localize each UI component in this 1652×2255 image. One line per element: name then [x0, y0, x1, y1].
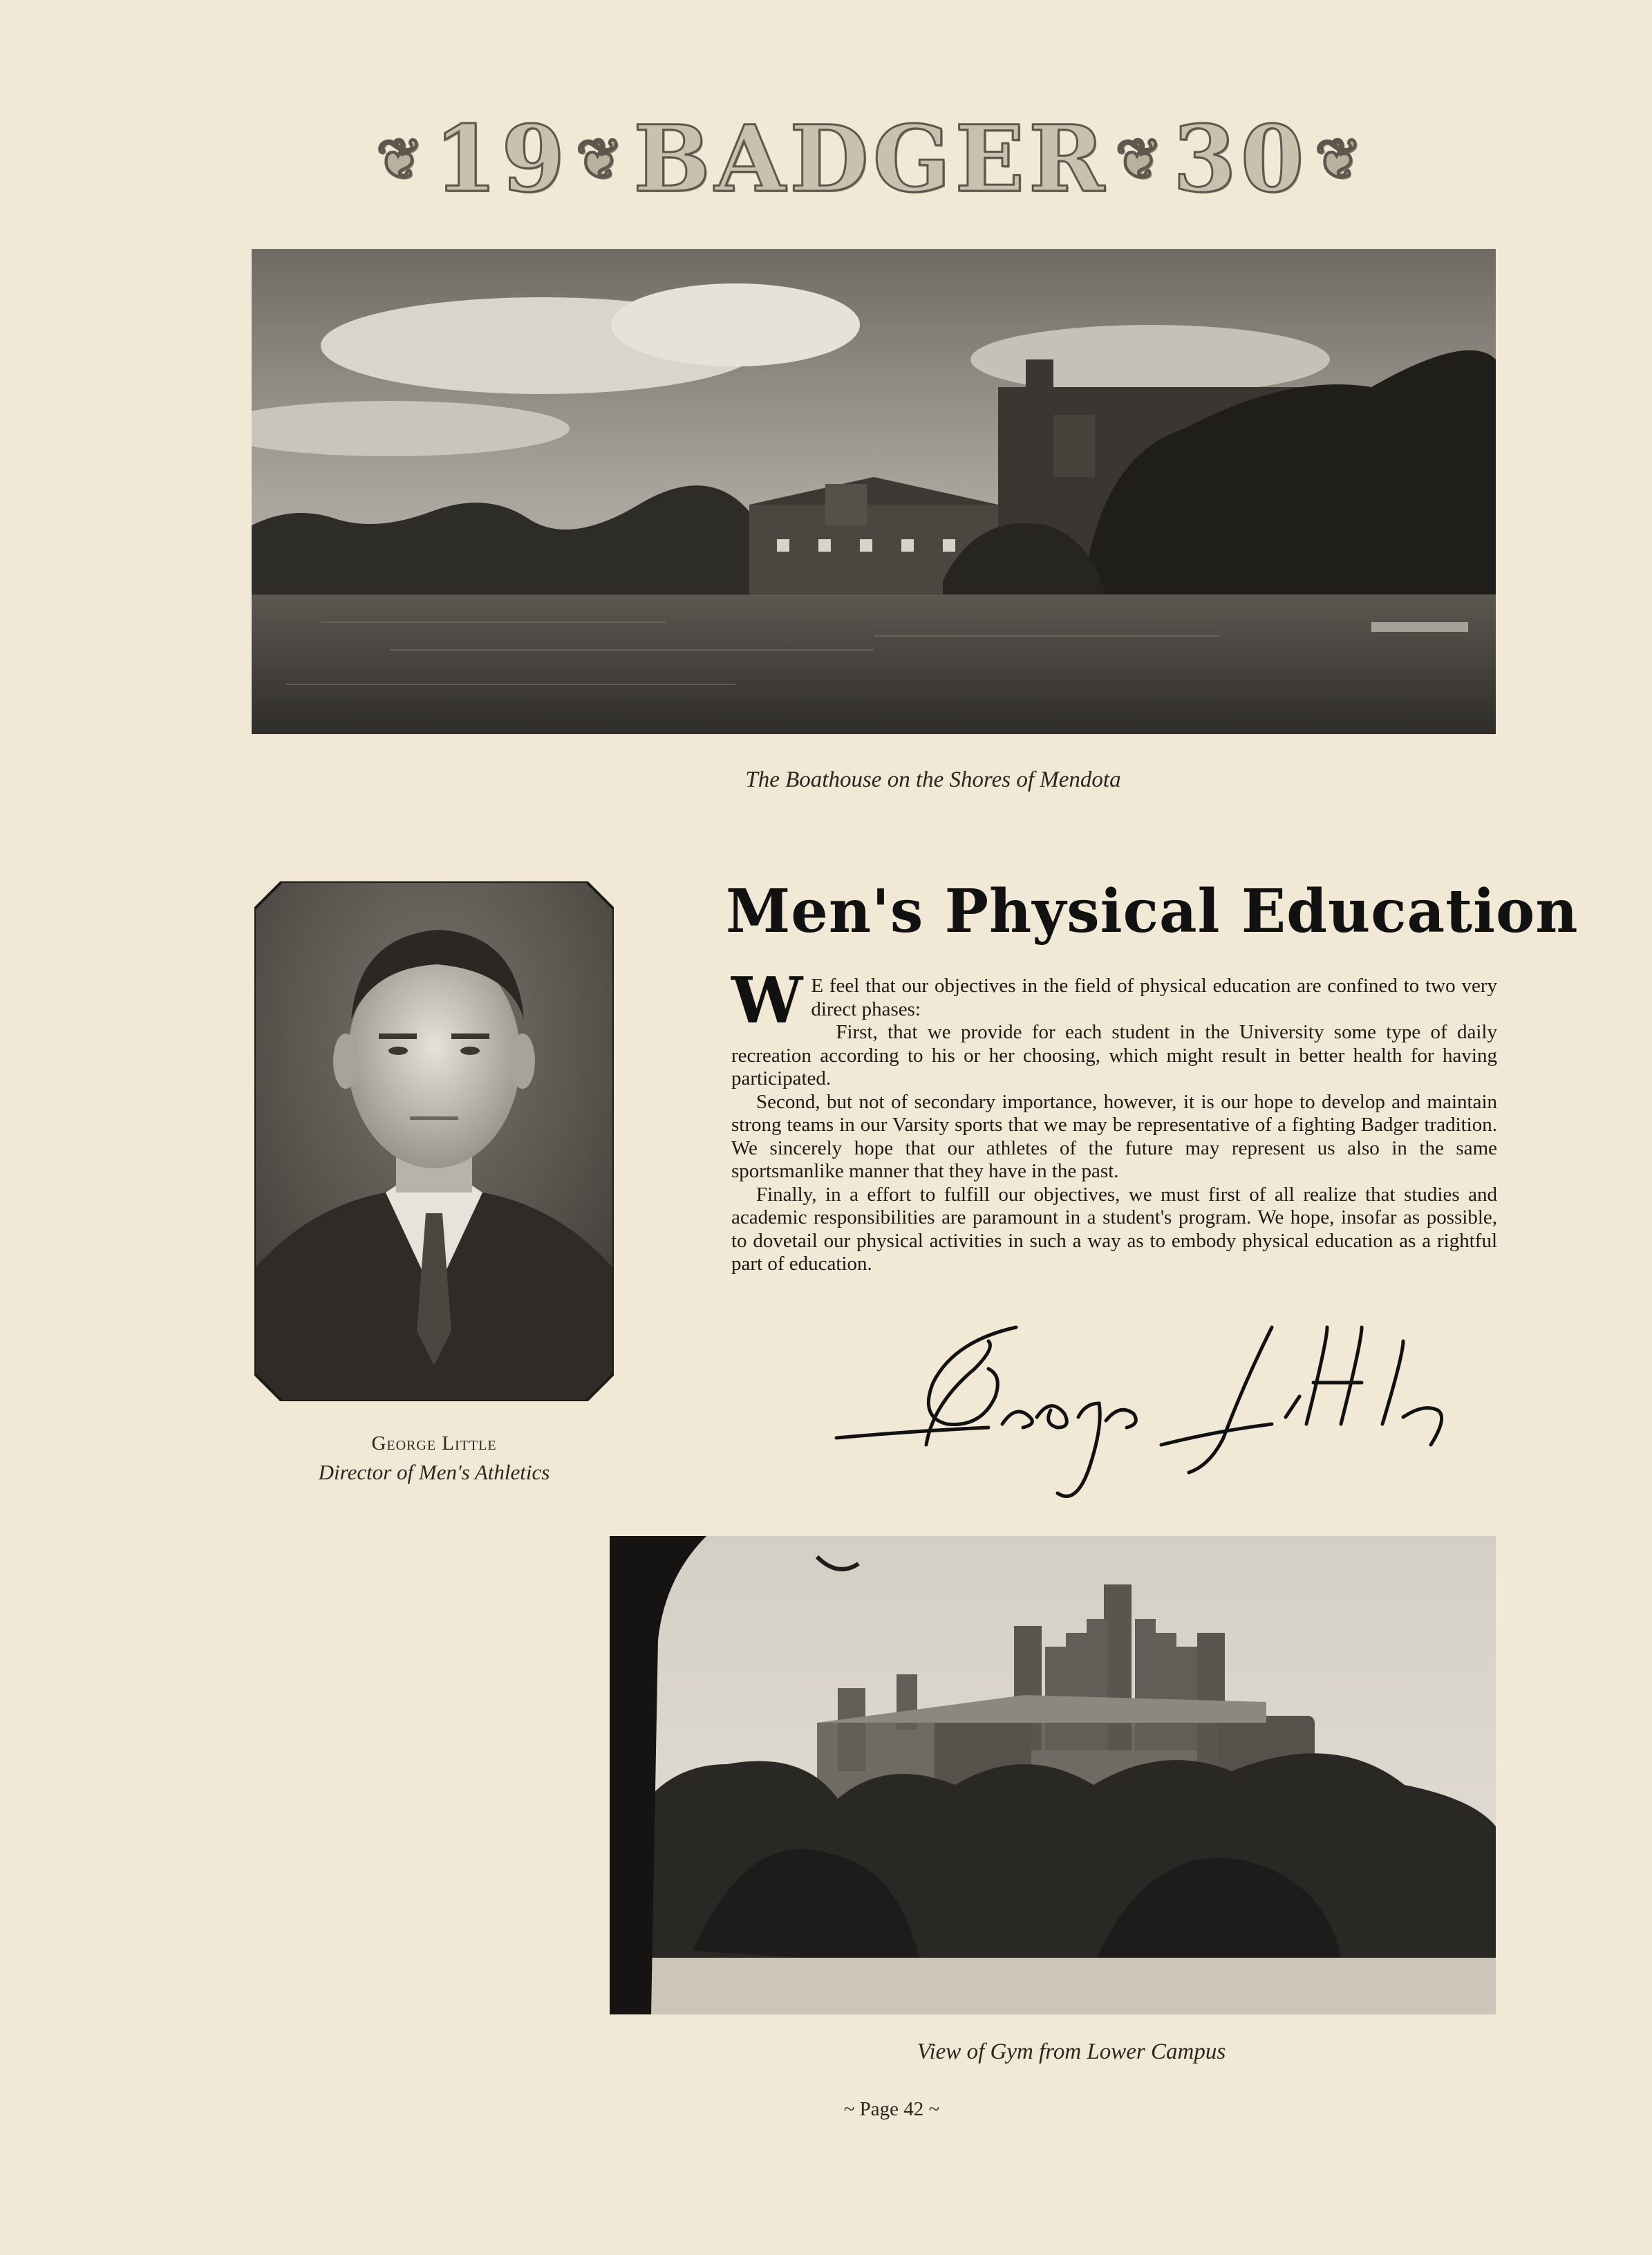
masthead-title: BADGER	[633, 105, 1109, 213]
portrait-name: George Little	[371, 1432, 497, 1454]
masthead-year-left: 19	[433, 105, 570, 213]
signature	[829, 1300, 1465, 1500]
ornament-icon: ❦	[576, 127, 627, 191]
boathouse-photo	[252, 249, 1496, 734]
article-heading: Men's Physical Education	[726, 877, 1579, 946]
article-paragraph: W E feel that our objectives in the field of physical education are confined to two very direct phases:	[731, 963, 1497, 1038]
article-body	[731, 963, 1497, 1276]
page-number: ~ Page 42 ~	[843, 2098, 940, 2120]
portrait-photo	[254, 881, 614, 1401]
masthead	[249, 105, 1493, 213]
boathouse-caption: The Boathouse on the Shores of Mendota	[745, 767, 1121, 792]
gym-caption: View of Gym from Lower Campus	[917, 2039, 1226, 2064]
drop-cap: W	[731, 963, 803, 1038]
article-paragraph: First, that we provide for each student in the University some type of daily recreation according to his or her choosing, which might result in better health for having participated.	[731, 1021, 1497, 1089]
ornament-icon: ❦	[376, 127, 427, 191]
portrait-role: Director of Men's Athletics	[318, 1460, 550, 1484]
masthead-year-right: 30	[1172, 105, 1308, 213]
ornament-icon: ❦	[1115, 127, 1166, 191]
article-paragraph: Second, but not of secondary importance, however, it is our hope to develop and maintain strong teams in our Varsity sports that we may be representative of a fighting Badger tradition. We sincerely hope that our athletes of the future may represent us also in the same sportsmanlike manner that they have in the past.	[731, 1090, 1497, 1182]
gym-photo	[610, 1536, 1496, 2014]
ornament-icon: ❦	[1315, 127, 1366, 191]
article-paragraph: Finally, in a effort to fulfill our objectives, we must first of all realize that studies and academic responsibilities are paramount in a student's program. We hope, insofar as possible, to dovetail our physical activities in such a way as to embody physical education as a rightful part of education.	[731, 1183, 1497, 1275]
